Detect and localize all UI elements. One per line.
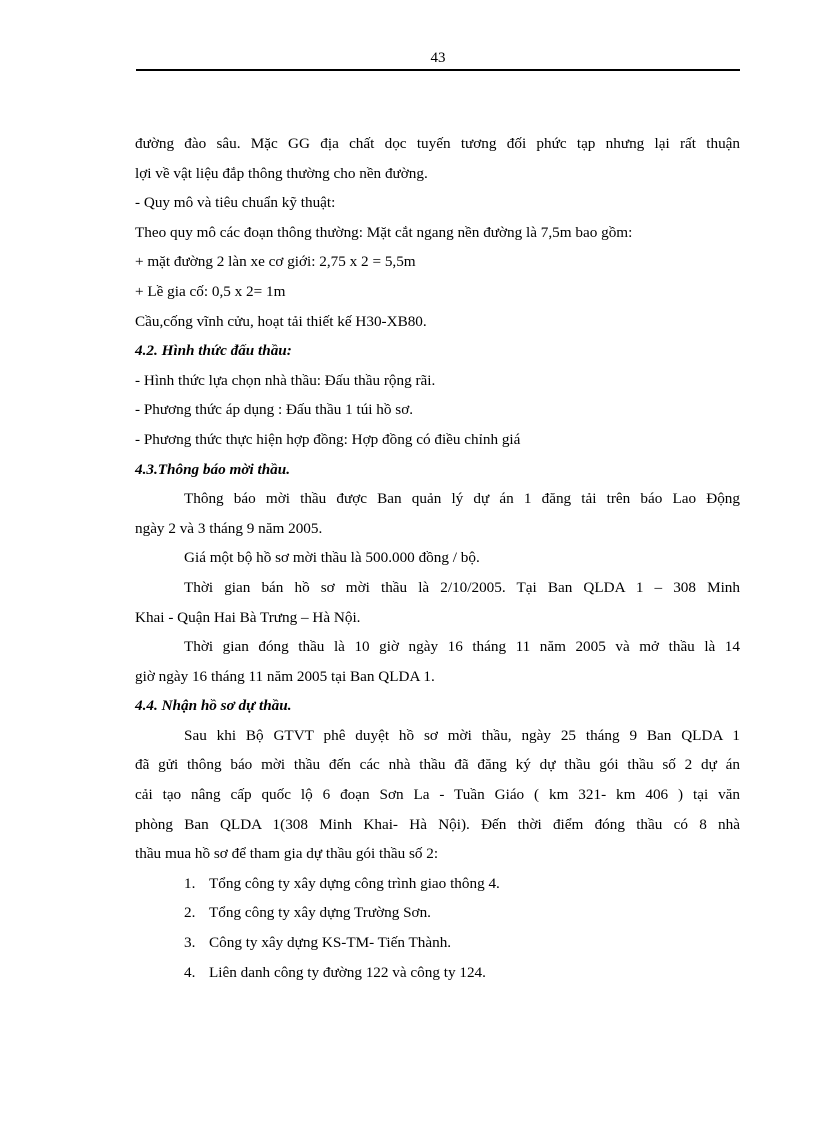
list-item-number: 3. (184, 934, 196, 952)
text-line: ngày 2 và 3 tháng 9 năm 2005. (135, 519, 323, 537)
text-line: phòng Ban QLDA 1(308 Minh Khai- Hà Nội). Đến thời điểm đóng thầu có 8 nhà (135, 815, 740, 833)
list-item-number: 2. (184, 904, 196, 922)
section-heading: 4.3.Thông báo mời thầu. (135, 460, 290, 478)
text-line: thầu mua hồ sơ để tham gia dự thầu gói thầu số 2: (135, 845, 439, 863)
list-item (135, 928, 740, 958)
text-line: đường đào sâu. Mặc GG địa chất dọc tuyến tương đối phức tạp nhưng lại rất thuận (135, 135, 740, 152)
list-item-text: Công ty xây dựng KS-TM- Tiến Thành. (209, 934, 452, 952)
list-item-text: Liên danh công ty đường 122 và công ty 124. (209, 963, 486, 981)
text-line: Thời gian bán hồ sơ mời thầu là 2/10/2005. Tại Ban QLDA 1 – 308 Minh (184, 578, 740, 596)
text-line: - Phương thức áp dụng : Đấu thầu 1 túi hồ sơ. (135, 401, 414, 419)
text-line: Cầu,cống vĩnh cửu, hoạt tải thiết kế H30-XB80. (135, 312, 427, 330)
section-heading: 4.2. Hình thức đấu thầu: (135, 342, 292, 360)
text-line: giờ ngày 16 tháng 11 năm 2005 tại Ban QLDA 1. (135, 667, 435, 685)
list-item (135, 898, 740, 928)
list-item-text: Tổng công ty xây dựng công trình giao thông 4. (209, 874, 500, 892)
list-item (135, 958, 740, 988)
section-heading: 4.4. Nhận hồ sơ dự thầu. (135, 697, 292, 715)
list-item-number: 4. (184, 963, 196, 981)
text-line: Theo quy mô các đoạn thông thường: Mặt cắt ngang nền đường là 7,5m bao gồm: (135, 223, 633, 241)
text-line: Sau khi Bộ GTVT phê duyệt hồ sơ mời thầu, ngày 25 tháng 9 Ban QLDA 1 (184, 726, 740, 744)
list-item-text: Tổng công ty xây dựng Trường Sơn. (209, 904, 431, 922)
text-line: - Phương thức thực hiện hợp đồng: Hợp đồng có điều chỉnh giá (135, 430, 521, 448)
text-line: đã gửi thông báo mời thầu đến các nhà thầu đã đăng ký dự thầu gói thầu số 2 dự án (135, 756, 740, 774)
text-line: cải tạo nâng cấp quốc lộ 6 đoạn Sơn La - Tuần Giáo ( km 321- km 406 ) tại văn (135, 786, 740, 804)
list-item-number: 1. (184, 874, 196, 892)
list-item (135, 869, 740, 899)
text-line: + Lề gia cố: 0,5 x 2= 1m (135, 282, 286, 300)
text-line: Khai - Quận Hai Bà Trưng – Hà Nội. (135, 608, 361, 626)
text-line: Giá một bộ hồ sơ mời thầu là 500.000 đồng / bộ. (184, 549, 480, 567)
document-body (135, 129, 740, 987)
text-line: - Quy mô và tiêu chuẩn kỹ thuật: (135, 194, 336, 212)
text-line: + mặt đường 2 làn xe cơ giới: 2,75 x 2 = 5,5m (135, 253, 416, 271)
page-number: 43 (430, 50, 446, 66)
text-line: lợi về vật liệu đắp thông thường cho nền đường. (135, 164, 428, 182)
text-line: Thông báo mời thầu được Ban quản lý dự án 1 đăng tải trên báo Lao Động (184, 490, 740, 508)
text-line: - Hình thức lựa chọn nhà thầu: Đấu thầu rộng rãi. (135, 371, 436, 389)
header-rule (136, 69, 740, 71)
text-line: Thời gian đóng thầu là 10 giờ ngày 16 tháng 11 năm 2005 và mở thầu là 14 (184, 638, 740, 656)
